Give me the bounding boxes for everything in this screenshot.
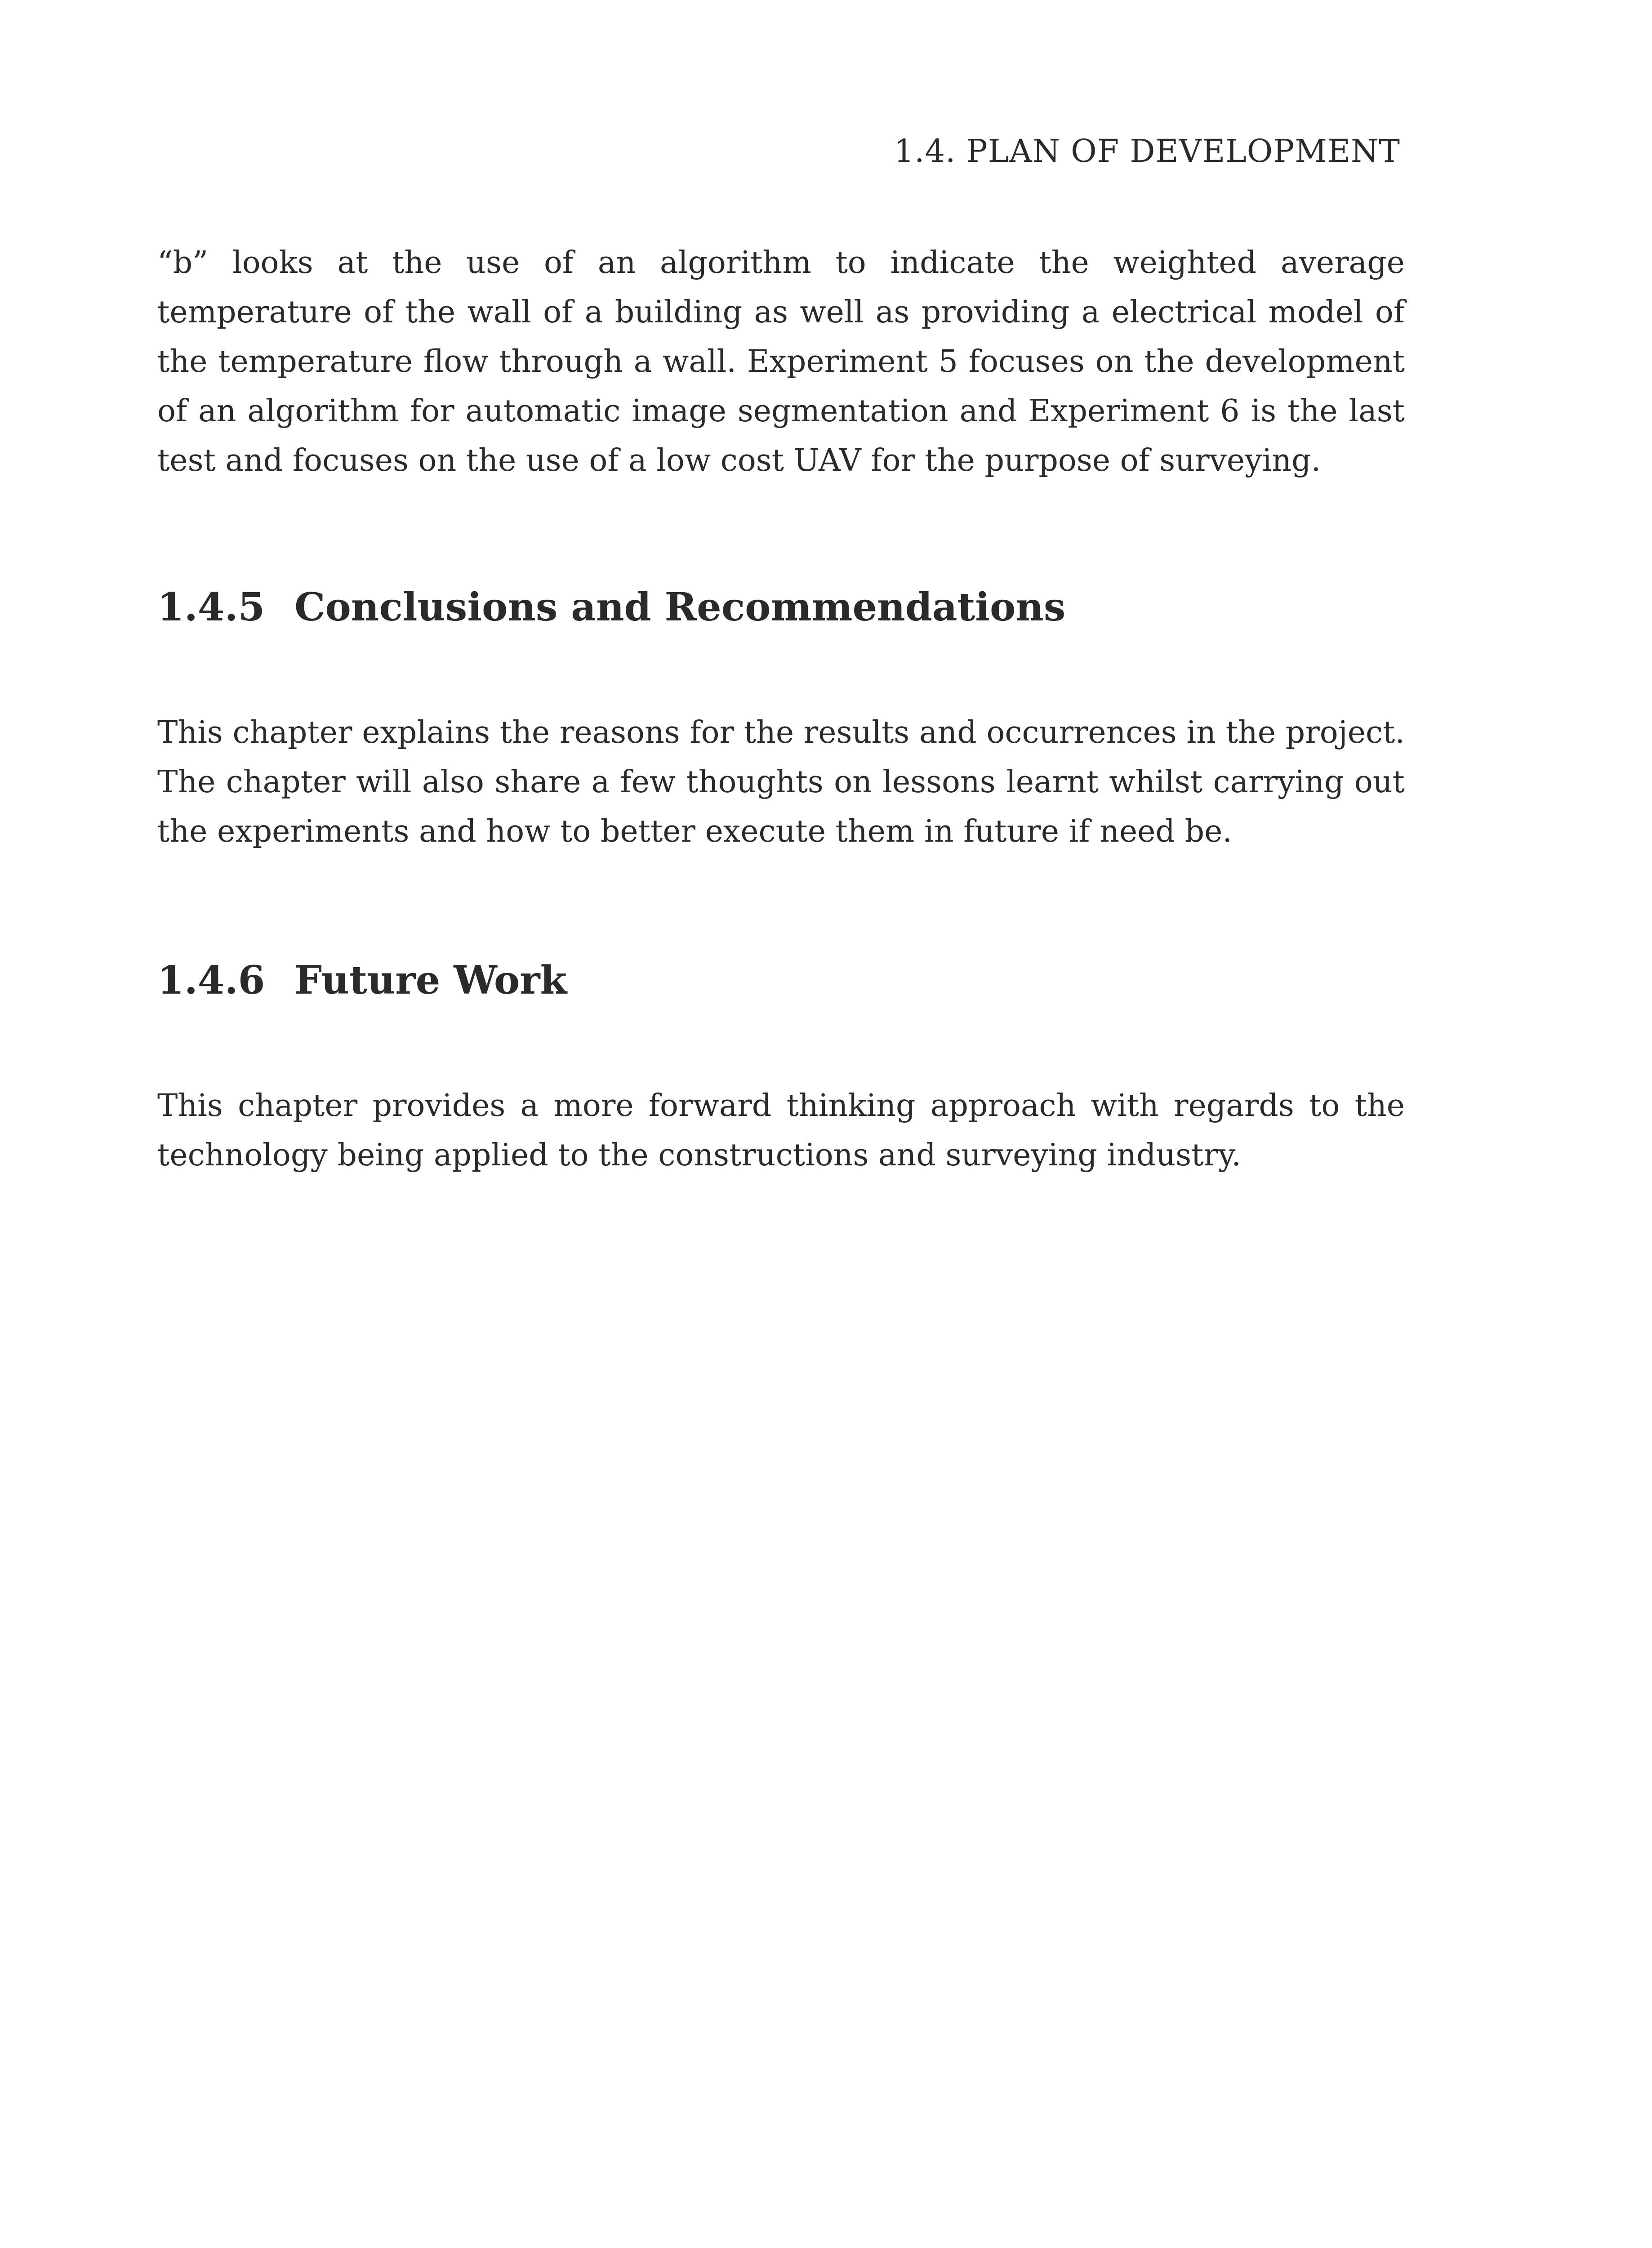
- intro-paragraph: “b” looks at the use of an algorithm to indicate the weighted average temperature of the wall of a building as well as providing a electrical model of the temperature flow through a wall. Experiment 5 focuses on the development of an algorithm for automatic image segmentation and Experiment 6 is the last test and focuses on the use of a low cost UAV for the purpose of surveying.: [157, 245, 1405, 478]
- section-heading-future-work: [157, 958, 567, 1003]
- section-title: Future Work: [294, 958, 567, 1003]
- section-number: 1.4.5: [157, 584, 265, 630]
- future-work-paragraph: This chapter provides a more forward thinking approach with regards to the technology being applied to the constructions and surveying industry.: [157, 1088, 1405, 1173]
- section-title: Conclusions and Recommendations: [294, 584, 1066, 630]
- conclusions-paragraph: This chapter explains the reasons for the results and occurrences in the project. The chapter will also share a few thoughts on lessons learnt whilst carrying out the experiments and how to better execute them in future if need be.: [157, 715, 1405, 849]
- running-header: 1.4. PLAN OF DEVELOPMENT: [894, 133, 1400, 169]
- section-number: 1.4.6: [157, 958, 265, 1003]
- section-heading-conclusions: [157, 584, 1065, 630]
